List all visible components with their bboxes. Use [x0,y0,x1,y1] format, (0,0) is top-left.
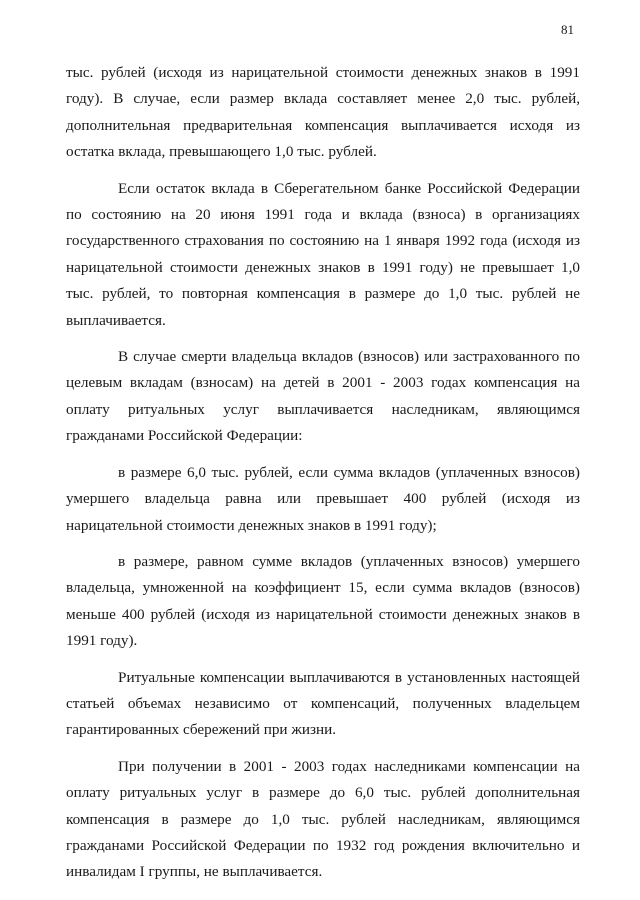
paragraph-continuation: тыс. рублей (исходя из нарицательной стоимости денежных знаков в 1991 году). В случае, если размер вклада составляет менее 2,0 тыс. рублей, дополнительная предварительная компенсация выплачивается исходя из остатка вклада, превышающего 1,0 тыс. рублей. [66,64,580,161]
paragraph-additional-not-paid: При получении в 2001 - 2003 годах наследниками компенсации на оплату ритуальных услуг в размере до 6,0 тыс. рублей дополнительная компенсация в размере до 1,0 тыс. рублей наследникам, являющимся гражданами Российской Федерации по 1932 год рождения включительно и инвалидам I группы, не выплачивается. [66,757,580,881]
document-body [66,60,580,896]
paragraph-amount-6000: в размере 6,0 тыс. рублей, если сумма вкладов (уплаченных взносов) умершего владельца равна или превышает 400 рублей (исходя из нарицательной стоимости денежных знаков в 1991 году); [66,463,580,534]
paragraph-coefficient-15: в размере, равном сумме вкладов (уплаченных взносов) умершего владельца, умноженной на коэффициент 15, если сумма вкладов (взносов) меньше 400 рублей (исходя из нарицательной стоимости денежных знаков в 1991 году). [66,552,580,650]
page-number: 81 [561,22,574,37]
paragraph-death-of-owner: В случае смерти владельца вкладов (взносов) или застрахованного по целевым вкладам (взносам) на детей в 2001 - 2003 годах компенсация на оплату ритуальных услуг выплачивается наследникам, являющимся гражданами Российской Федерации: [66,348,580,445]
paragraph-ritual-independent: Ритуальные компенсации выплачиваются в установленных настоящей статьей объемах независимо от компенсаций, полученных владельцем гарантированных сбережений при жизни. [66,668,580,739]
paragraph-no-repeat-compensation: Если остаток вклада в Сберегательном банке Российской Федерации по состоянию на 20 июня 1991 года и вклада (взноса) в организациях государственного страхования по состоянию на 1 января 1992 года (исходя из нарицательной стоимости денежных знаков в 1991 году) не превышает 1,0 тыс. рублей, то повторная компенсация в размере до 1,0 тыс. рублей не выплачивается. [66,179,580,329]
